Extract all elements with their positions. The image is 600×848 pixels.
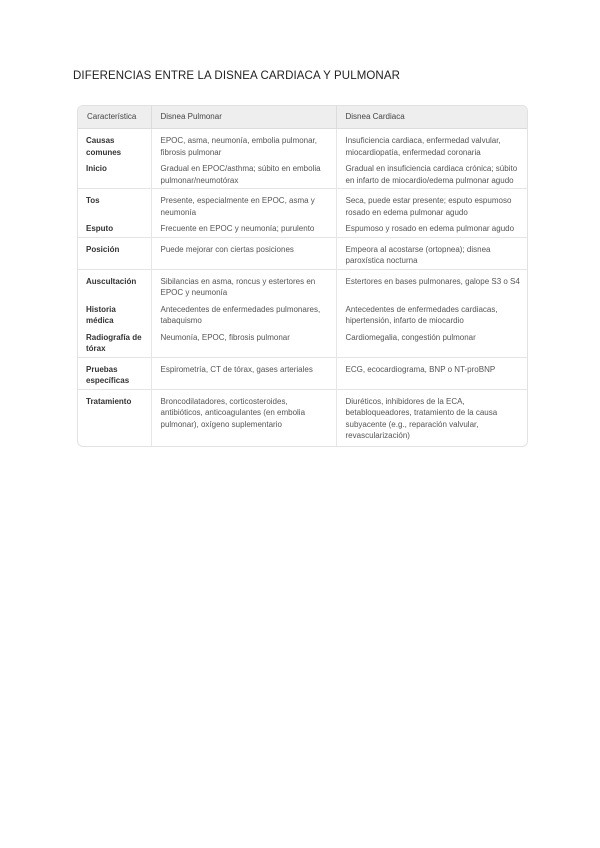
row-label: Causas comunes: [78, 129, 151, 161]
table-row: [78, 237, 527, 269]
header-pulmonary-dyspnea: Disnea Pulmonar: [151, 106, 336, 129]
row-label: Tratamiento: [78, 389, 151, 446]
row-label: Posición: [78, 237, 151, 269]
table-row: [78, 220, 527, 237]
table-row: [78, 329, 527, 358]
cardiac-cell: Espumoso y rosado en edema pulmonar agudo: [336, 220, 527, 237]
pulmonary-cell: EPOC, asma, neumonía, embolia pulmonar, fibrosis pulmonar: [151, 129, 336, 161]
pulmonary-cell: Puede mejorar con ciertas posiciones: [151, 237, 336, 269]
row-label: Tos: [78, 189, 151, 221]
pulmonary-cell: Presente, especialmente en EPOC, asma y neumonía: [151, 189, 336, 221]
cardiac-cell: Gradual en insuficiencia cardiaca crónica; súbito en infarto de miocardio/edema pulmonar agudo: [336, 160, 527, 189]
pulmonary-cell: Antecedentes de enfermedades pulmonares, tabaquismo: [151, 301, 336, 329]
header-cardiac-dyspnea: Disnea Cardiaca: [336, 106, 527, 129]
comparison-table-container: [77, 105, 528, 447]
table-row: [78, 129, 527, 161]
cardiac-cell: Seca, puede estar presente; esputo espumoso rosado en edema pulmonar agudo: [336, 189, 527, 221]
document-title: DIFERENCIAS ENTRE LA DISNEA CARDIACA Y PULMONAR: [73, 70, 400, 82]
cardiac-cell: Cardiomegalia, congestión pulmonar: [336, 329, 527, 358]
row-label: Radiografía de tórax: [86, 332, 142, 353]
table-row: [78, 269, 527, 301]
pulmonary-cell: Broncodilatadores, corticosteroides, antibióticos, anticoagulantes (en embolia pulmonar), oxígeno suplementario: [151, 389, 336, 446]
table-row: [78, 189, 527, 221]
table-row: [78, 389, 527, 446]
cardiac-cell: Empeora al acostarse (ortopnea); disnea paroxística nocturna: [336, 237, 527, 269]
comparison-table: [78, 106, 527, 446]
row-label: Historia médica: [86, 304, 116, 325]
pulmonary-cell: Sibilancias en asma, roncus y estertores en EPOC y neumonía: [151, 269, 336, 301]
cardiac-cell: Insuficiencia cardiaca, enfermedad valvular, miocardiopatía, enfermedad coronaria: [336, 129, 527, 161]
table-row: [78, 160, 527, 189]
row-label: Inicio: [86, 164, 107, 173]
cardiac-cell: ECG, ecocardiograma, BNP o NT-proBNP: [336, 357, 527, 389]
pulmonary-cell: Neumonía, EPOC, fibrosis pulmonar: [151, 329, 336, 358]
pulmonary-cell: Frecuente en EPOC y neumonía; purulento: [151, 220, 336, 237]
table-row: [78, 357, 527, 389]
table-row: [78, 301, 527, 329]
row-label: Auscultación: [78, 269, 151, 301]
row-label: Pruebas específicas: [78, 357, 151, 389]
table-header: [78, 106, 527, 129]
cardiac-cell: Antecedentes de enfermedades cardiacas, hipertensión, infarto de miocardio: [336, 301, 527, 329]
table-body: [78, 129, 527, 446]
pulmonary-cell: Espirometría, CT de tórax, gases arteriales: [151, 357, 336, 389]
header-row: [78, 106, 527, 129]
pulmonary-cell: Gradual en EPOC/asthma; súbito en embolia pulmonar/neumotórax: [151, 160, 336, 189]
cardiac-cell: Estertores en bases pulmonares, galope S3 o S4: [336, 269, 527, 301]
header-characteristic: Característica: [78, 106, 151, 129]
row-label: Esputo: [86, 224, 114, 233]
cardiac-cell: Diuréticos, inhibidores de la ECA, betabloqueadores, tratamiento de la causa subyacente (e.g., reparación valvular, revascularización): [336, 389, 527, 446]
